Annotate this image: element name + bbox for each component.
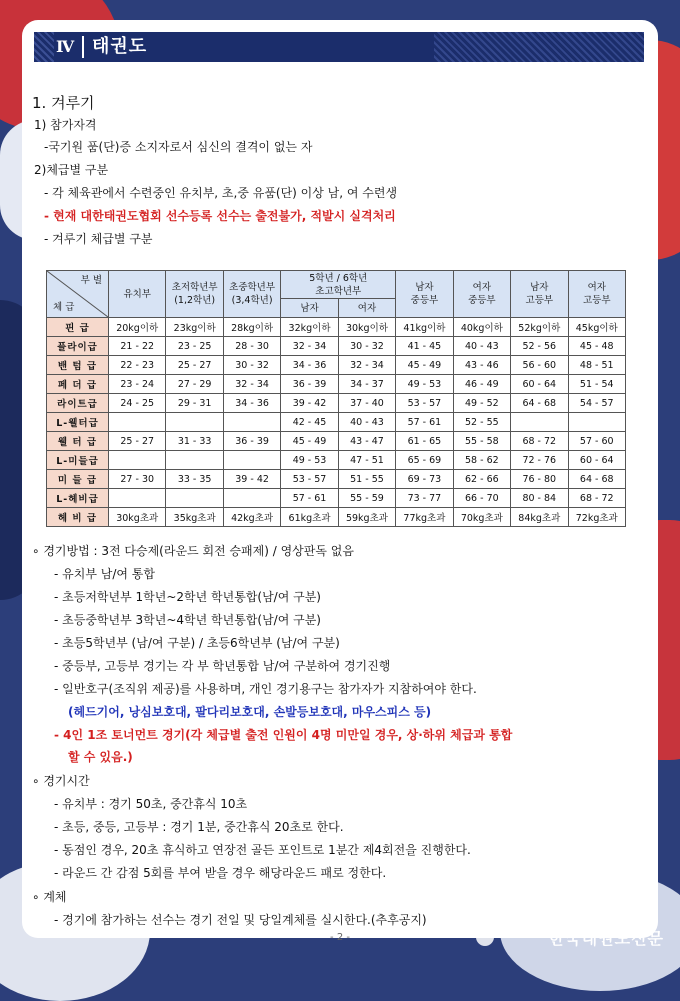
- weight-cell: 42kg초과: [223, 508, 280, 527]
- weight-cell: 61kg초과: [281, 508, 338, 527]
- eligibility-text: -국기원 품(단)증 소지자로서 심신의 결격이 없는 자: [44, 140, 313, 154]
- method-title: ∘ 경기방법 : 3전 다승제(라운드 회전 승패제) / 영상판독 없음: [32, 544, 354, 558]
- weight-cell: 30 - 32: [338, 337, 395, 356]
- weight-cell: 37 - 40: [338, 394, 395, 413]
- subheading-weight: 2)체급별 구분: [34, 163, 109, 177]
- weight-cell: [166, 451, 223, 470]
- weight-cell: 27 - 30: [109, 470, 166, 489]
- weight-cell: 23 - 24: [109, 375, 166, 394]
- weight-cell: [511, 413, 568, 432]
- weight-cell: 51 - 55: [338, 470, 395, 489]
- weight-cell: 40kg이하: [453, 318, 510, 337]
- weight-cell: 35kg초과: [166, 508, 223, 527]
- weight-cell: 30 - 32: [223, 356, 280, 375]
- weight-cell: 64 - 68: [511, 394, 568, 413]
- subheading-eligibility: 1) 참가자격: [34, 118, 97, 132]
- warning-text: - 현재 대한태권도협회 선수등록 선수는 출전불가, 적발시 실격처리: [44, 209, 396, 223]
- weight-cell: 25 - 27: [166, 356, 223, 375]
- weight-cell: 43 - 47: [338, 432, 395, 451]
- weight-cell: 65 - 69: [396, 451, 453, 470]
- weight-cell: 48 - 51: [568, 356, 626, 375]
- table-corner: [47, 271, 109, 318]
- weight-cell: 32 - 34: [223, 375, 280, 394]
- weight-cell: 39 - 42: [281, 394, 338, 413]
- weight-cell: 70kg초과: [453, 508, 510, 527]
- column-subheader: 여자: [338, 299, 395, 318]
- weight-cell: 45kg이하: [568, 318, 626, 337]
- weight-class-name: 핀 급: [47, 318, 109, 337]
- weight-cell: 49 - 52: [453, 394, 510, 413]
- weight-cell: 23kg이하: [166, 318, 223, 337]
- weight-cell: 46 - 49: [453, 375, 510, 394]
- time-item: - 유치부 : 경기 50초, 중간휴식 10초: [54, 797, 248, 811]
- time-item: - 동점인 경우, 20초 휴식하고 연장전 골든 포인트로 1분간 제4회전을 진행한다.: [54, 843, 471, 857]
- section-header: [34, 32, 644, 62]
- weight-cell: 43 - 46: [453, 356, 510, 375]
- method-item: - 일반호구(조직위 제공)를 사용하며, 개인 경기용구는 참가자가 지참하여야 한다.: [54, 682, 477, 696]
- weight-cell: 64 - 68: [568, 470, 626, 489]
- weight-cell: 57 - 60: [568, 432, 626, 451]
- table-row: [47, 451, 626, 470]
- weight-cell: 52kg이하: [511, 318, 568, 337]
- weight-cell: [223, 413, 280, 432]
- weight-cell: 54 - 57: [568, 394, 626, 413]
- weight-cell: 49 - 53: [281, 451, 338, 470]
- weight-cell: 41kg이하: [396, 318, 453, 337]
- table-row: [47, 337, 626, 356]
- corner-top-label: 부 별: [80, 275, 102, 286]
- weight-cell: 33 - 35: [166, 470, 223, 489]
- weight-cell: 68 - 72: [568, 489, 626, 508]
- weight-cell: 32 - 34: [281, 337, 338, 356]
- weight-cell: 25 - 27: [109, 432, 166, 451]
- column-header: 남자 고등부: [511, 271, 568, 318]
- section-title: 태권도: [92, 36, 148, 57]
- weight-cell: 53 - 57: [396, 394, 453, 413]
- weight-cell: 73 - 77: [396, 489, 453, 508]
- weight-cell: 69 - 73: [396, 470, 453, 489]
- column-subheader: 남자: [281, 299, 338, 318]
- publisher-logo: 한국태권도신문: [548, 929, 664, 948]
- weight-cell: 55 - 58: [453, 432, 510, 451]
- column-header: 여자 중등부: [453, 271, 510, 318]
- weight-class-name: L-헤비급: [47, 489, 109, 508]
- weight-cell: [223, 489, 280, 508]
- weight-cell: 30kg초과: [109, 508, 166, 527]
- column-header: 여자 고등부: [568, 271, 626, 318]
- time-item: - 라운드 간 감점 5회를 부여 받을 경우 해당라운드 패로 정한다.: [54, 866, 387, 880]
- weight-cell: 68 - 72: [511, 432, 568, 451]
- table-row: [47, 356, 626, 375]
- weight-cell: 72kg초과: [568, 508, 626, 527]
- weight-cell: 84kg초과: [511, 508, 568, 527]
- weight-cell: 56 - 60: [511, 356, 568, 375]
- method-item: - 초등5학년부 (남/여 구분) / 초등6학년부 (남/여 구분): [54, 636, 340, 650]
- weight-cell: 21 - 22: [109, 337, 166, 356]
- weight-class-name: L-미들급: [47, 451, 109, 470]
- weight-cell: 57 - 61: [281, 489, 338, 508]
- time-title: ∘ 경기시간: [32, 774, 90, 788]
- weight-cell: [568, 413, 626, 432]
- weight-class-name: 라이트급: [47, 394, 109, 413]
- weight-cell: [166, 489, 223, 508]
- weight-cell: 62 - 66: [453, 470, 510, 489]
- logo-icon: [476, 928, 494, 946]
- weight-cell: 52 - 56: [511, 337, 568, 356]
- weight-cell: 57 - 61: [396, 413, 453, 432]
- weight-cell: 45 - 49: [396, 356, 453, 375]
- weight-cell: 23 - 25: [166, 337, 223, 356]
- weight-cell: 31 - 33: [166, 432, 223, 451]
- weight-class-name: 페 더 급: [47, 375, 109, 394]
- column-header: 5학년 / 6학년 초고학년부: [281, 271, 396, 299]
- equipment-note: (헤드기어, 낭심보호대, 팔다리보호대, 손발등보호대, 마우스피스 등): [68, 705, 432, 719]
- weight-cell: 52 - 55: [453, 413, 510, 432]
- weight-cell: 32 - 34: [338, 356, 395, 375]
- weight-cell: 55 - 59: [338, 489, 395, 508]
- header-divider: [82, 36, 84, 58]
- weight-cell: 34 - 37: [338, 375, 395, 394]
- weight-class-name: L-웰터급: [47, 413, 109, 432]
- weight-cell: 24 - 25: [109, 394, 166, 413]
- weight-cell: 53 - 57: [281, 470, 338, 489]
- weight-class-name: 웰 터 급: [47, 432, 109, 451]
- column-header: 초저학년부 (1,2학년): [166, 271, 223, 318]
- column-header: 남자 중등부: [396, 271, 453, 318]
- weight-cell: 61 - 65: [396, 432, 453, 451]
- column-header: 유치부: [109, 271, 166, 318]
- tournament-note: 할 수 있음.): [68, 750, 133, 764]
- weight-cell: 29 - 31: [166, 394, 223, 413]
- table-row: [47, 394, 626, 413]
- weight-cell: 20kg이하: [109, 318, 166, 337]
- weight-class-name: 밴 텀 급: [47, 356, 109, 375]
- weight-cell: 72 - 76: [511, 451, 568, 470]
- page-number: - 2 -: [330, 932, 350, 943]
- weight-cell: [109, 413, 166, 432]
- weight-cell: 59kg초과: [338, 508, 395, 527]
- table-row: [47, 375, 626, 394]
- weight-class-name: 미 들 급: [47, 470, 109, 489]
- weight-cell: 60 - 64: [511, 375, 568, 394]
- weight-cell: 27 - 29: [166, 375, 223, 394]
- weight-cell: 32kg이하: [281, 318, 338, 337]
- weight-cell: [223, 451, 280, 470]
- table-row: [47, 489, 626, 508]
- table-row: [47, 470, 626, 489]
- weight-cell: 76 - 80: [511, 470, 568, 489]
- bullet-text: - 겨루기 체급별 구분: [44, 232, 153, 246]
- weight-cell: 28kg이하: [223, 318, 280, 337]
- weight-cell: 66 - 70: [453, 489, 510, 508]
- weighin-title: ∘ 계체: [32, 890, 67, 904]
- heading: 1. 겨루기: [32, 94, 95, 112]
- weight-cell: 80 - 84: [511, 489, 568, 508]
- weight-class-name: 헤 비 급: [47, 508, 109, 527]
- table-row: [47, 413, 626, 432]
- weight-cell: 36 - 39: [281, 375, 338, 394]
- weight-cell: 36 - 39: [223, 432, 280, 451]
- method-item: - 초등중학년부 3학년~4학년 학년통합(남/여 구분): [54, 613, 321, 627]
- weight-cell: 40 - 43: [338, 413, 395, 432]
- weight-cell: 30kg이하: [338, 318, 395, 337]
- table-row: [47, 508, 626, 527]
- bullet-text: - 각 체육관에서 수련중인 유치부, 초,중 유품(단) 이상 남, 여 수련생: [44, 186, 398, 200]
- weight-cell: 28 - 30: [223, 337, 280, 356]
- weight-cell: 34 - 36: [223, 394, 280, 413]
- weight-cell: 45 - 48: [568, 337, 626, 356]
- table-row: [47, 318, 626, 337]
- method-item: - 유치부 남/여 통합: [54, 567, 155, 581]
- weight-cell: 58 - 62: [453, 451, 510, 470]
- weight-cell: 51 - 54: [568, 375, 626, 394]
- weight-cell: 34 - 36: [281, 356, 338, 375]
- weight-cell: 42 - 45: [281, 413, 338, 432]
- weighin-item: - 경기에 참가하는 선수는 경기 전일 및 당일계체를 실시한다.(추후공지): [54, 913, 427, 927]
- table-row: [47, 432, 626, 451]
- weight-cell: 45 - 49: [281, 432, 338, 451]
- weight-cell: 41 - 45: [396, 337, 453, 356]
- column-header: 초중학년부 (3,4학년): [223, 271, 280, 318]
- weight-cell: 40 - 43: [453, 337, 510, 356]
- weight-cell: 77kg초과: [396, 508, 453, 527]
- weight-cell: 49 - 53: [396, 375, 453, 394]
- section-number: Ⅳ: [56, 37, 75, 56]
- weight-cell: 39 - 42: [223, 470, 280, 489]
- weight-class-table: [46, 270, 626, 527]
- corner-bottom-label: 체 급: [53, 302, 75, 313]
- weight-cell: [109, 451, 166, 470]
- weight-cell: 47 - 51: [338, 451, 395, 470]
- weight-class-name: 플라이급: [47, 337, 109, 356]
- weight-cell: 60 - 64: [568, 451, 626, 470]
- weight-cell: 22 - 23: [109, 356, 166, 375]
- tournament-note: - 4인 1조 토너먼트 경기(각 체급별 출전 인원이 4명 미만일 경우, 상·하위 체급과 통합: [54, 728, 513, 742]
- weight-cell: [166, 413, 223, 432]
- method-item: - 초등저학년부 1학년~2학년 학년통합(남/여 구분): [54, 590, 321, 604]
- weight-cell: [109, 489, 166, 508]
- time-item: - 초등, 중등, 고등부 : 경기 1분, 중간휴식 20초로 한다.: [54, 820, 344, 834]
- method-item: - 중등부, 고등부 경기는 각 부 학년통합 남/여 구분하여 경기진행: [54, 659, 391, 673]
